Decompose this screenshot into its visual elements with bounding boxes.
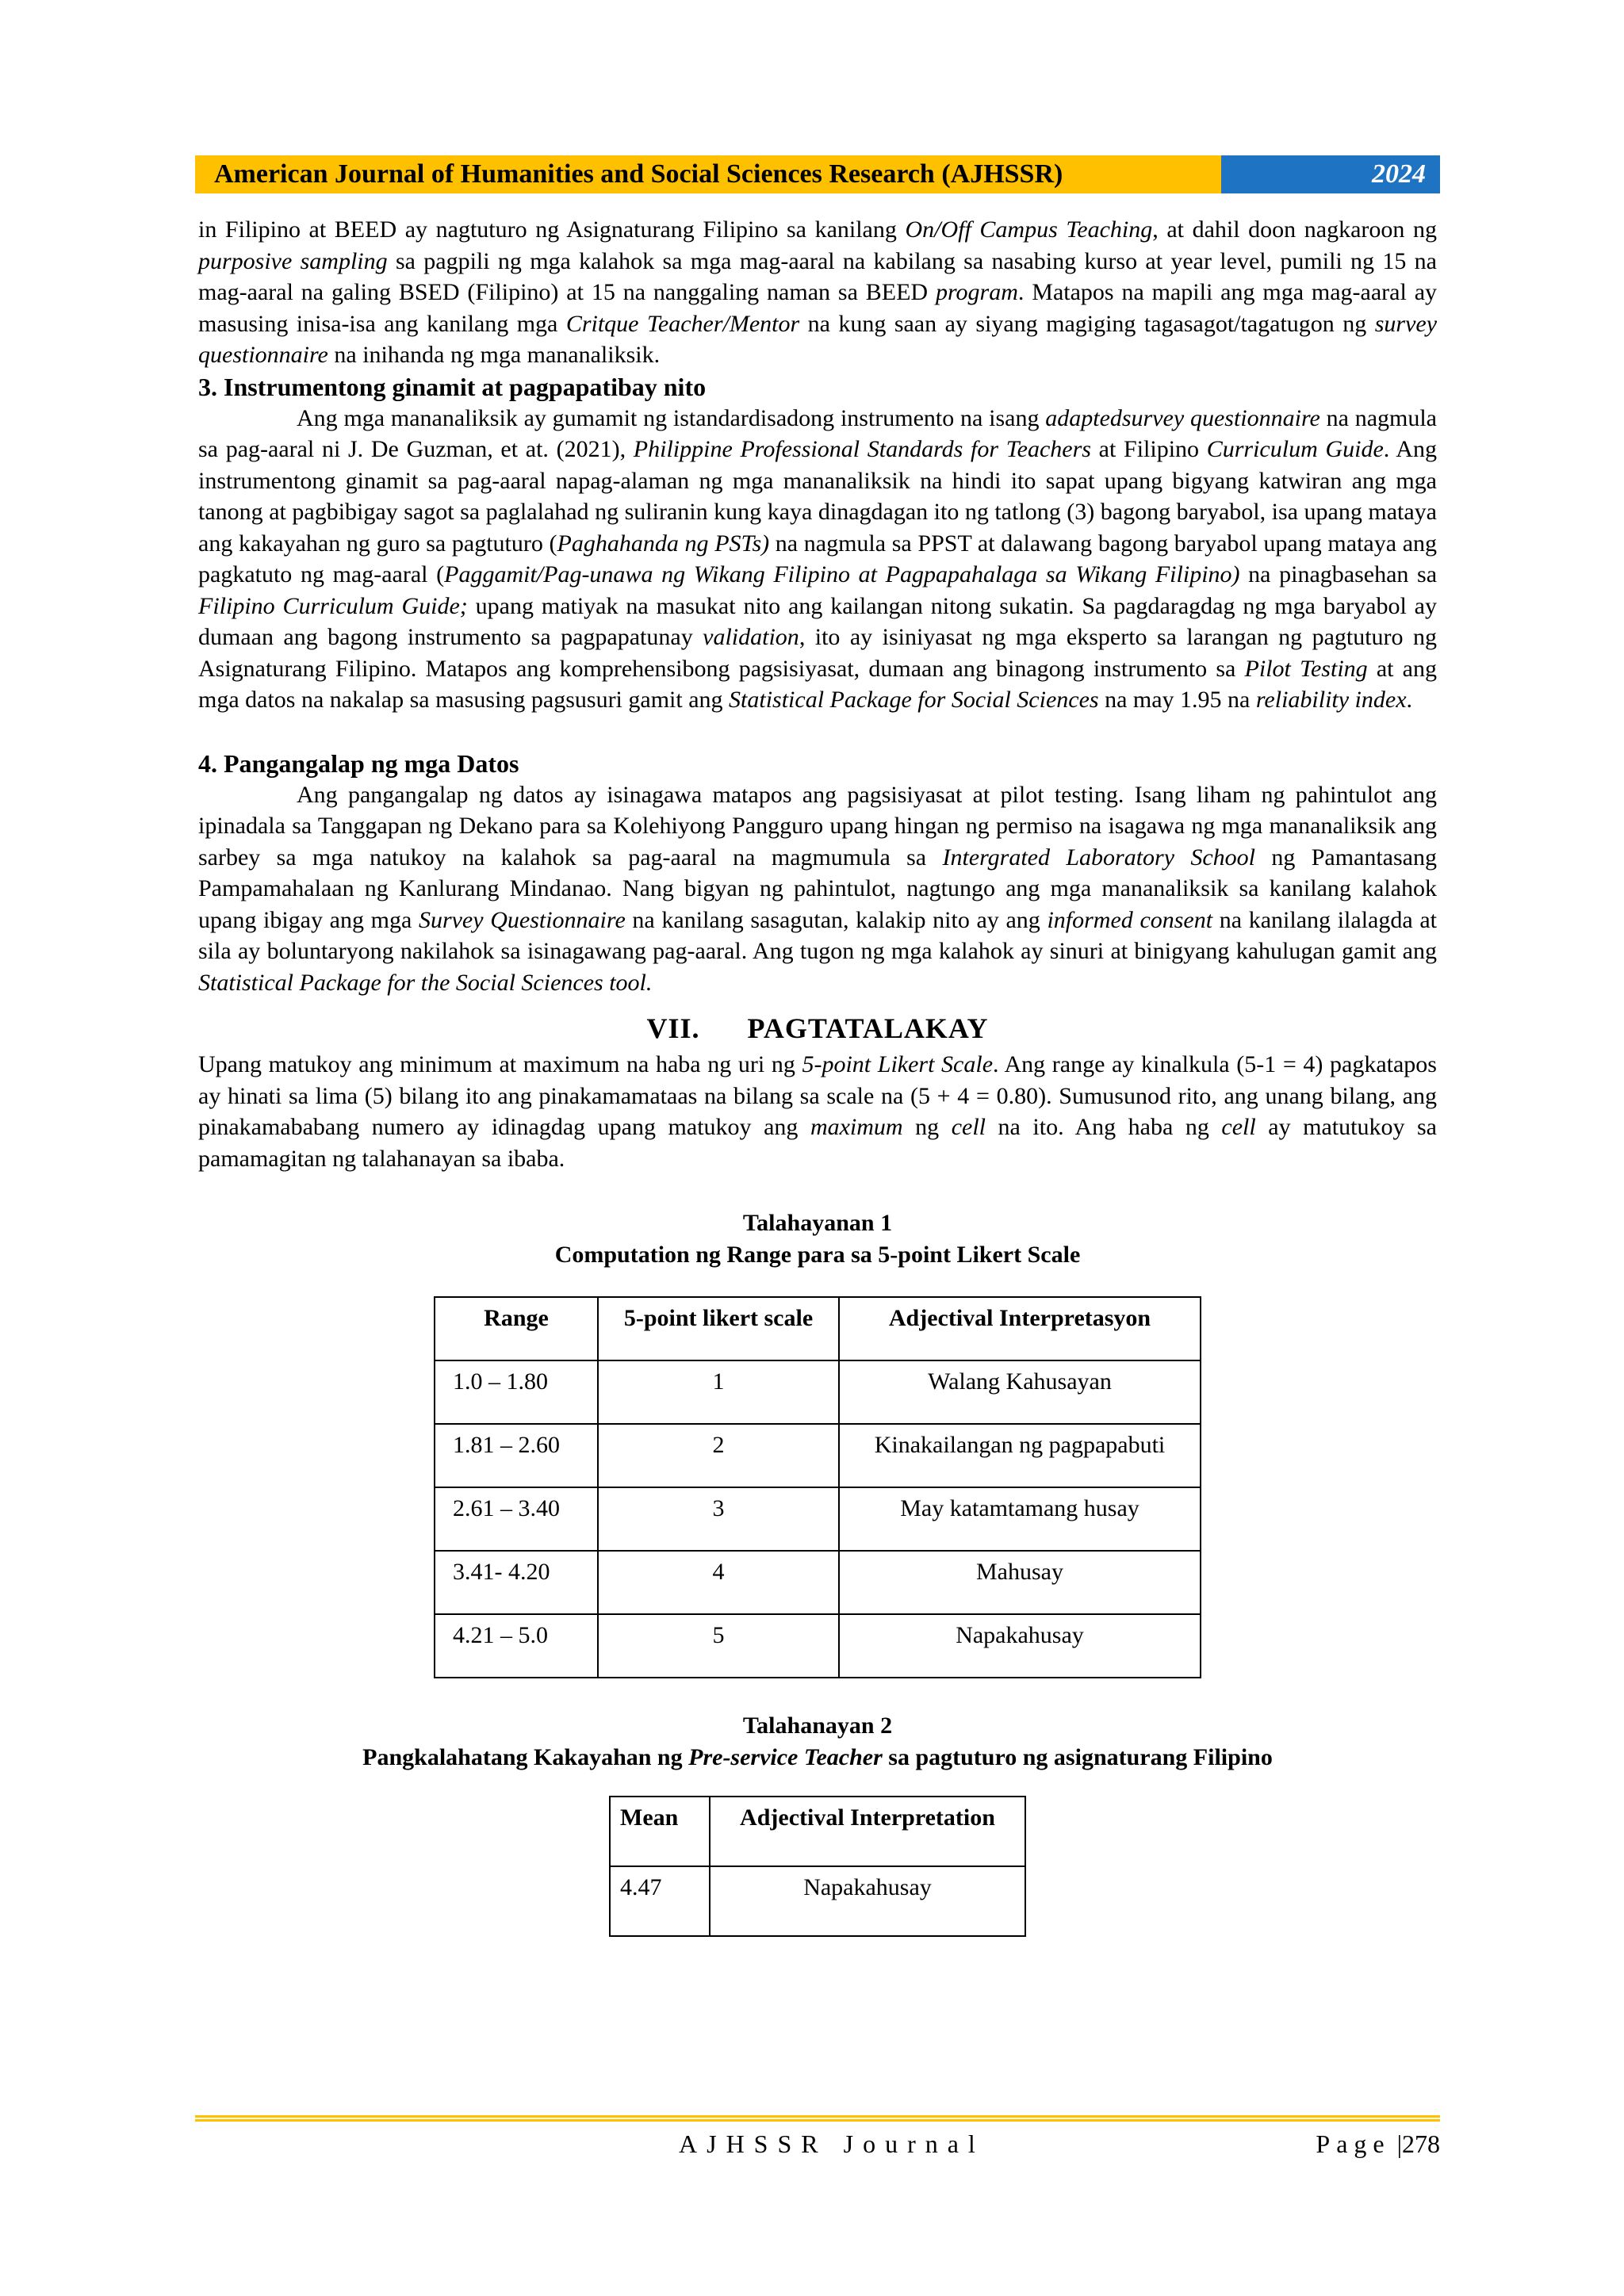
column-header-range: Range	[435, 1297, 598, 1360]
table-row	[435, 1614, 1201, 1678]
column-header-likert: 5-point likert scale	[598, 1297, 839, 1360]
range-cell: 4.21 – 5.0	[435, 1614, 598, 1678]
footer-divider	[195, 2115, 1440, 2122]
range-cell: 3.41- 4.20	[435, 1551, 598, 1614]
likert-cell: 2	[598, 1424, 839, 1487]
likert-cell: 5	[598, 1614, 839, 1678]
section-7-heading	[198, 1011, 1437, 1046]
table-row	[610, 1866, 1025, 1936]
column-header-interpretation: Adjectival Interpretation	[710, 1797, 1025, 1866]
footer-journal-name: AJHSSR Journal	[679, 2130, 985, 2158]
intro-paragraph: in Filipino at BEED ay nagtuturo ng Asignaturang Filipino sa kanilang On/Off Campus Teaching, at dahil doon nagkaroon ng purposive sampling sa pagpili ng mga kalahok sa mga mag-aaral na kabilang sa nasabing kurso at year level, pumili ng 15 na mag-aaral na galing BSED (Filipino) at 15 na nanggaling naman sa BEED program. Matapos na mapili ang mga mag-aaral ay masusing inisa-isa ang kanilang mga Critque Teacher/Mentor na kung saan ay siyang magiging tagasagot/tagatugon ng survey questionnaire na inihanda ng mga mananaliksik.	[198, 216, 1438, 368]
likert-cell: 1	[598, 1360, 839, 1424]
section-4-paragraph: Ang pangangalap ng datos ay isinagawa matapos ang pagsisiyasat at pilot testing. Isang liham ng pahintulot ang ipinadala sa Tanggapan ng Dekano para sa Kolehiyong Pangguro upang hingan ng permiso na isagawa ng mga mananaliksik ang sarbey sa mga natukoy na kalahok sa pag-aaral na magmumula sa Intergrated Laboratory School ng Pamantasang Pampamahalaan ng Kanlurang Mindanao. Nang bigyan ng pahintulot, nagtungo ang mga mananaliksik sa kanilang kalahok upang ibigay ang mga Survey Questionnaire na kanilang sasagutan, kalakip nito ay ang informed consent na kanilang ilalagda at sila ay boluntaryong nakilahok sa isinagawang pag-aaral. Ang tugon ng mga kalahok ay sinuri at binigyang kahulugan gamit ang Statistical Package for the Social Sciences tool.	[198, 781, 1437, 996]
interpretation-cell: Kinakailangan ng pagpapabuti	[839, 1424, 1201, 1487]
likert-range-table	[434, 1296, 1201, 1678]
range-cell: 1.81 – 2.60	[435, 1424, 598, 1487]
table-row	[435, 1424, 1201, 1487]
interpretation-cell: Napakahusay	[839, 1614, 1201, 1678]
section-7-number: VII.	[646, 1012, 700, 1044]
table-row	[435, 1487, 1201, 1551]
interpretation-cell: May katamtamang husay	[839, 1487, 1201, 1551]
table-header-row	[610, 1797, 1025, 1866]
range-cell: 1.0 – 1.80	[435, 1360, 598, 1424]
table-header-row	[435, 1297, 1201, 1360]
table-2-label: Talahanayan 2	[742, 1712, 893, 1739]
range-cell: 2.61 – 3.40	[435, 1487, 598, 1551]
page-label: Page	[1316, 2130, 1391, 2158]
column-header-mean: Mean	[610, 1797, 710, 1866]
table-row	[435, 1551, 1201, 1614]
journal-header	[195, 155, 1440, 193]
interpretation-cell: Napakahusay	[710, 1866, 1025, 1936]
interpretation-cell: Mahusay	[839, 1551, 1201, 1614]
table-row	[435, 1360, 1201, 1424]
interpretation-cell: Walang Kahusayan	[839, 1360, 1201, 1424]
overall-ability-table	[609, 1796, 1026, 1937]
journal-year: 2024	[1221, 155, 1440, 193]
section-3-heading: 3. Instrumentong ginamit at pagpapatibay nito	[198, 372, 707, 401]
mean-cell: 4.47	[610, 1866, 710, 1936]
table-1-caption: Computation ng Range para sa 5-point Likert Scale	[554, 1242, 1081, 1268]
likert-cell: 3	[598, 1487, 839, 1551]
likert-cell: 4	[598, 1551, 839, 1614]
column-header-interpretation: Adjectival Interpretasyon	[839, 1297, 1201, 1360]
section-4-heading: 4. Pangangalap ng mga Datos	[198, 748, 519, 778]
page-number: |278	[1396, 2130, 1440, 2158]
table-1-label: Talahayanan 1	[742, 1210, 893, 1236]
table-2-caption: Pangkalahatang Kakayahan ng Pre-service Teacher sa pagtuturo ng asignaturang Filipino	[362, 1744, 1273, 1770]
footer-page-number	[1316, 2130, 1440, 2159]
section-7-paragraph: Upang matukoy ang minimum at maximum na haba ng uri ng 5-point Likert Scale. Ang range ay kinalkula (5-1 = 4) pagkatapos ay hinati sa lima (5) bilang ito ang pinakamamataas na bilang sa scale na (5 + 4 = 0.80). Sumusunod rito, ang unang bilang, ang pinakamababang numero ay idinagdag upang matukoy ang maximum ng cell na ito. Ang haba ng cell ay matutukoy sa pamamagitan ng talahanayan sa ibaba.	[198, 1051, 1437, 1172]
section-3-paragraph: Ang mga mananaliksik ay gumamit ng istandardisadong instrumento na isang adaptedsurvey questionnaire na nagmula sa pag-aaral ni J. De Guzman, et at. (2021), Philippine Professional Standards for Teachers at Filipino Curriculum Guide. Ang instrumentong ginamit sa pag-aaral napag-alaman ng mga mananaliksik na hindi ito sapat upang bigyang katwiran ang mga tanong at pagbibigay sagot sa paglalahad ng suliranin kung kaya dinagdagan ito ng tatlong (3) bagong baryabol, isa upang mataya ang kakayahan ng guro sa pagtuturo (Paghahanda ng PSTs) na nagmula sa PPST at dalawang bagong baryabol upang mataya ang pagkatuto ng mag-aaral (Paggamit/Pag-unawa ng Wikang Filipino at Pagpapahalaga sa Wikang Filipino) na pinagbasehan sa Filipino Curriculum Guide; upang matiyak na masukat nito ang kailangan nitong sukatin. Sa pagdaragdag ng mga baryabol ay dumaan ang bagong instrumento sa pagpapatunay validation, ito ay isiniyasat ng mga eksperto sa larangan ng pagtuturo ng Asignaturang Filipino. Matapos ang komprehensibong pagsisiyasat, dumaan ang binagong instrumento sa Pilot Testing at ang mga datos na nakalap sa masusing pagsusuri gamit ang Statistical Package for Social Sciences na may 1.95 na reliability index.	[198, 404, 1438, 713]
section-7-title: PAGTATALAKAY	[747, 1012, 989, 1044]
journal-title: American Journal of Humanities and Social Sciences Research (AJHSSR)	[195, 155, 1221, 193]
article-body	[198, 214, 1437, 1937]
